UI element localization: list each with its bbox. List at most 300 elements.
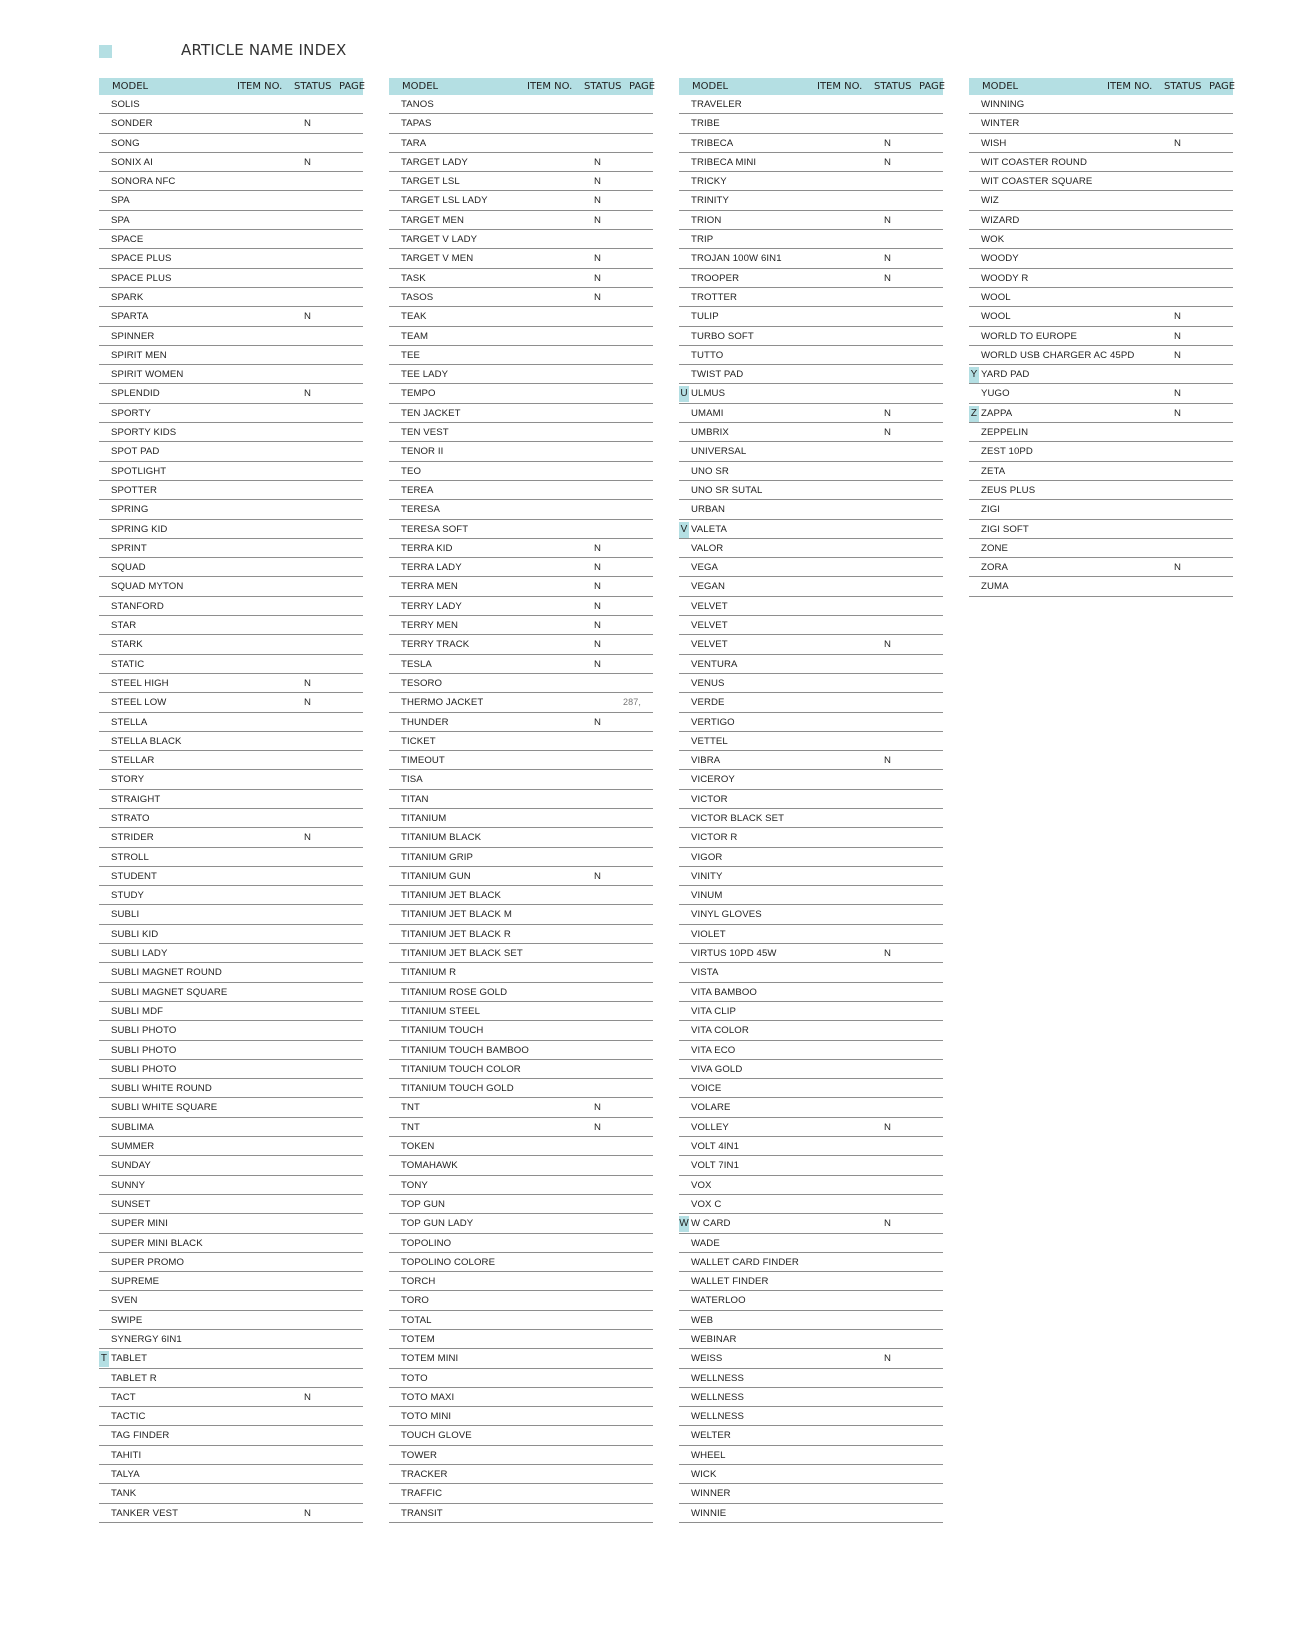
model-name: SUPER MINI BLACK: [111, 1237, 203, 1249]
table-row: [389, 1446, 653, 1465]
table-row: [389, 1349, 653, 1368]
model-name: SPINNER: [111, 330, 155, 342]
model-name: WICK: [691, 1469, 717, 1481]
table-row: [99, 905, 363, 924]
model-name: WINNER: [691, 1488, 731, 1500]
table-row: [99, 462, 363, 481]
table-row: [389, 1176, 653, 1195]
table-row: [99, 1253, 363, 1272]
model-name: SUPER MINI: [111, 1218, 168, 1230]
model-name: TRICKY: [691, 176, 727, 188]
model-name: TOTO MAXI: [401, 1391, 455, 1403]
model-name: TERRY LADY: [401, 600, 462, 612]
table-row: [679, 249, 943, 268]
table-row: [389, 577, 653, 596]
model-name: TITANIUM R: [401, 967, 457, 979]
status-value: N: [884, 639, 892, 651]
table-row: [679, 1098, 943, 1117]
header-page: PAGE: [339, 81, 366, 92]
table-row: [389, 674, 653, 693]
table-row: [679, 1504, 943, 1523]
model-name: YUGO: [981, 388, 1010, 400]
model-name: TORCH: [401, 1276, 436, 1288]
model-name: TITANIUM TOUCH: [401, 1025, 484, 1037]
model-name: WINNIE: [691, 1507, 727, 1519]
table-row: [99, 751, 363, 770]
model-name: TOTEM: [401, 1334, 435, 1345]
model-name: ZEUS PLUS: [981, 484, 1036, 496]
model-name: SPIRIT MEN: [111, 349, 167, 361]
table-row: [99, 848, 363, 867]
model-name: WINTER: [981, 118, 1020, 130]
table-row: [679, 1195, 943, 1214]
header-status: STATUS: [874, 81, 912, 92]
model-name: VIBRA: [691, 755, 721, 767]
model-name: VICEROY: [691, 774, 735, 786]
table-row: [99, 481, 363, 500]
model-name: TRIBECA MINI: [691, 156, 757, 168]
column-header: [679, 78, 946, 95]
model-name: VALETA: [691, 523, 727, 535]
model-name: TRAVELER: [691, 99, 742, 110]
table-row: [389, 1330, 653, 1349]
letter-marker: U: [679, 386, 689, 402]
table-row: [389, 1156, 653, 1175]
header-page: PAGE: [629, 81, 656, 92]
status-value: N: [1174, 330, 1182, 342]
status-value: N: [594, 581, 602, 593]
model-name: SONORA NFC: [111, 176, 176, 188]
table-row: [969, 191, 1233, 210]
table-row: [679, 848, 943, 867]
model-name: UNO SR SUTAL: [691, 484, 763, 496]
model-name: VENUS: [691, 677, 725, 689]
table-row: [99, 809, 363, 828]
status-value: N: [594, 253, 602, 265]
table-row: [679, 1369, 943, 1388]
table-row: [389, 635, 653, 654]
status-value: N: [304, 1391, 312, 1403]
model-name: WALLET CARD FINDER: [691, 1256, 799, 1268]
model-name: WEISS: [691, 1353, 723, 1365]
table-row: [389, 925, 653, 944]
model-name: TITANIUM TOUCH GOLD: [401, 1083, 514, 1095]
table-row: [389, 520, 653, 539]
letter-marker: T: [99, 1351, 109, 1367]
model-name: VIVA GOLD: [691, 1063, 743, 1075]
model-name: TWIST PAD: [691, 369, 744, 381]
model-name: TEE LADY: [401, 369, 449, 381]
model-name: SONDER: [111, 118, 153, 130]
table-row: [679, 983, 943, 1002]
model-name: STANFORD: [111, 600, 164, 612]
table-row: [99, 539, 363, 558]
table-row: [99, 1388, 363, 1407]
model-name: SUBLI: [111, 909, 140, 921]
index-rows: [389, 95, 653, 1523]
table-row: [389, 1369, 653, 1388]
table-row: [389, 1272, 653, 1291]
header-status: STATUS: [1164, 81, 1202, 92]
model-name: TEE: [401, 349, 420, 361]
table-row: [99, 1272, 363, 1291]
model-name: TARGET LADY: [401, 156, 468, 168]
model-name: TOP GUN: [401, 1198, 446, 1210]
table-row: [969, 500, 1233, 519]
table-row: [99, 1079, 363, 1098]
model-name: ULMUS: [691, 388, 726, 400]
table-row: [969, 577, 1233, 596]
table-row: [389, 848, 653, 867]
model-name: VICTOR R: [691, 832, 738, 844]
model-name: VOLT 7IN1: [691, 1160, 740, 1172]
table-row: [99, 346, 363, 365]
model-name: SUNDAY: [111, 1160, 151, 1172]
table-row: [679, 365, 943, 384]
header-model: MODEL: [402, 81, 439, 92]
model-name: SUBLI LADY: [111, 948, 168, 960]
table-row: [679, 481, 943, 500]
table-row: [99, 327, 363, 346]
model-name: TASK: [401, 272, 426, 284]
table-row: [389, 655, 653, 674]
model-name: SPORTY KIDS: [111, 427, 177, 439]
model-name: STAR: [111, 620, 137, 632]
status-value: N: [594, 620, 602, 632]
model-name: WIT COASTER SQUARE: [981, 176, 1093, 188]
table-row: [389, 867, 653, 886]
model-name: SUBLI MAGNET SQUARE: [111, 986, 228, 998]
model-name: TEAK: [401, 311, 427, 323]
model-name: WELLNESS: [691, 1411, 745, 1423]
table-row: [389, 230, 653, 249]
table-row: [679, 423, 943, 442]
model-name: SONG: [111, 137, 140, 149]
table-row: [389, 481, 653, 500]
table-row: [99, 713, 363, 732]
page-value: 287,: [623, 697, 641, 708]
table-row: [969, 384, 1233, 403]
table-row: [99, 616, 363, 635]
model-name: TISA: [401, 774, 423, 786]
model-name: VELVET: [691, 600, 728, 612]
model-name: STRAIGHT: [111, 793, 161, 805]
table-row: [99, 1407, 363, 1426]
model-name: TOUCH GLOVE: [401, 1430, 472, 1442]
table-row: [389, 1504, 653, 1523]
model-name: TOTAL: [401, 1314, 432, 1326]
model-name: SPACE: [111, 234, 144, 246]
table-row: [99, 1041, 363, 1060]
table-row: [969, 211, 1233, 230]
header-page: PAGE: [919, 81, 946, 92]
table-row: [99, 1369, 363, 1388]
status-value: N: [304, 1507, 312, 1519]
model-name: TONY: [401, 1179, 428, 1191]
table-row: [389, 288, 653, 307]
model-name: TEAM: [401, 330, 429, 342]
model-name: SPRING: [111, 504, 149, 516]
table-row: [679, 462, 943, 481]
table-row: [99, 635, 363, 654]
status-value: N: [304, 677, 312, 689]
model-name: URBAN: [691, 504, 726, 516]
header-item-no: ITEM NO.: [817, 81, 863, 92]
table-row: [679, 1234, 943, 1253]
model-name: TROOPER: [691, 272, 740, 284]
table-row: [679, 307, 943, 326]
model-name: TERESA SOFT: [401, 523, 469, 535]
status-value: N: [594, 1121, 602, 1133]
model-name: VOX: [691, 1179, 712, 1191]
table-row: [99, 1214, 363, 1233]
model-name: TAHITI: [111, 1449, 142, 1461]
table-row: [99, 1156, 363, 1175]
letter-marker: V: [679, 522, 689, 538]
table-row: [389, 1118, 653, 1137]
index-rows: [969, 95, 1233, 597]
header-model: MODEL: [692, 81, 729, 92]
model-name: TITANIUM JET BLACK R: [401, 928, 511, 940]
letter-marker: Z: [969, 406, 979, 422]
model-name: ZEPPELIN: [981, 427, 1029, 439]
model-name: STELLAR: [111, 755, 155, 767]
model-name: SUPREME: [111, 1276, 160, 1288]
table-row: [679, 925, 943, 944]
table-row: [389, 462, 653, 481]
table-row: [389, 1041, 653, 1060]
model-name: SUMMER: [111, 1141, 155, 1153]
status-value: N: [884, 1218, 892, 1230]
model-name: TERRA LADY: [401, 562, 462, 574]
model-name: VISTA: [691, 967, 719, 979]
status-value: N: [304, 118, 312, 130]
table-row: [969, 462, 1233, 481]
model-name: TOTEM MINI: [401, 1353, 459, 1365]
status-value: N: [884, 1121, 892, 1133]
header-item-no: ITEM NO.: [237, 81, 283, 92]
table-row: [679, 1079, 943, 1098]
table-row: [99, 1426, 363, 1445]
model-name: STUDENT: [111, 870, 158, 882]
table-row: [679, 751, 943, 770]
status-value: N: [594, 176, 602, 188]
model-name: TEN VEST: [401, 427, 449, 439]
model-name: SPACE PLUS: [111, 272, 172, 284]
model-name: SPOT PAD: [111, 446, 160, 458]
model-name: VOLLEY: [691, 1121, 729, 1133]
status-value: N: [594, 639, 602, 651]
table-row: [389, 95, 653, 114]
table-row: [679, 1176, 943, 1195]
model-name: TRIP: [691, 234, 714, 246]
model-name: W CARD: [691, 1218, 731, 1230]
model-name: VOLARE: [691, 1102, 731, 1114]
model-name: TITANIUM GRIP: [401, 851, 474, 863]
status-value: N: [594, 658, 602, 670]
status-value: N: [304, 832, 312, 844]
table-row: [679, 867, 943, 886]
table-row: [679, 191, 943, 210]
table-row: [679, 713, 943, 732]
status-value: N: [1174, 562, 1182, 574]
model-name: VALOR: [691, 542, 724, 554]
model-name: ZIGI SOFT: [981, 523, 1029, 535]
model-name: SONIX AI: [111, 156, 153, 168]
status-value: N: [594, 272, 602, 284]
model-name: VERDE: [691, 697, 725, 709]
model-name: TARGET V LADY: [401, 234, 478, 246]
status-value: N: [304, 388, 312, 400]
table-row: [679, 635, 943, 654]
status-value: N: [1174, 407, 1182, 419]
status-value: N: [304, 311, 312, 323]
table-row: [389, 1388, 653, 1407]
table-row: [389, 1098, 653, 1117]
model-name: TARGET LSL LADY: [401, 195, 488, 207]
table-row: [389, 211, 653, 230]
model-name: VELVET: [691, 639, 728, 651]
table-row: [679, 269, 943, 288]
accent-square: [99, 45, 112, 58]
table-row: [679, 172, 943, 191]
model-name: TEMPO: [401, 388, 436, 400]
table-row: [679, 384, 943, 403]
model-name: SUBLI PHOTO: [111, 1063, 177, 1075]
status-value: N: [1174, 349, 1182, 361]
model-name: TITANIUM: [401, 812, 447, 824]
status-value: N: [304, 697, 312, 709]
table-row: [389, 327, 653, 346]
index-column-3: [679, 78, 946, 1523]
table-row: [99, 134, 363, 153]
table-row: [389, 713, 653, 732]
table-row: [99, 365, 363, 384]
model-name: TANOS: [401, 99, 434, 110]
model-name: SYNERGY 6IN1: [111, 1334, 182, 1345]
table-row: [679, 1272, 943, 1291]
status-value: N: [884, 427, 892, 439]
table-row: [389, 172, 653, 191]
table-row: [969, 249, 1233, 268]
model-name: WOODY: [981, 253, 1019, 265]
table-row: [679, 732, 943, 751]
table-row: [679, 1060, 943, 1079]
model-name: TENOR II: [401, 446, 444, 458]
table-row: [99, 191, 363, 210]
status-value: N: [884, 272, 892, 284]
model-name: VERTIGO: [691, 716, 735, 728]
table-row: [389, 1253, 653, 1272]
header-item-no: ITEM NO.: [527, 81, 573, 92]
model-name: TNT: [401, 1102, 420, 1114]
table-row: [679, 770, 943, 789]
header-status: STATUS: [584, 81, 622, 92]
model-name: STORY: [111, 774, 145, 786]
model-name: VITA ECO: [691, 1044, 736, 1056]
model-name: TOWER: [401, 1449, 438, 1461]
column-header: [99, 78, 366, 95]
table-row: [389, 983, 653, 1002]
table-row: [679, 114, 943, 133]
table-row: [389, 1060, 653, 1079]
model-name: STELLA: [111, 716, 148, 728]
table-row: [99, 867, 363, 886]
model-name: TORO: [401, 1295, 429, 1307]
table-row: [99, 944, 363, 963]
status-value: N: [594, 716, 602, 728]
table-row: [679, 404, 943, 423]
model-name: TOPOLINO: [401, 1237, 452, 1249]
model-name: ZETA: [981, 465, 1006, 477]
model-name: SPARK: [111, 291, 144, 303]
model-name: VINYL GLOVES: [691, 909, 762, 921]
model-name: STRATO: [111, 812, 150, 824]
table-row: [969, 288, 1233, 307]
table-row: [679, 597, 943, 616]
model-name: WELLNESS: [691, 1391, 745, 1403]
table-row: [389, 384, 653, 403]
model-name: VINITY: [691, 870, 723, 882]
model-name: SUBLI WHITE ROUND: [111, 1083, 212, 1095]
table-row: [389, 693, 653, 712]
table-row: [389, 307, 653, 326]
table-row: [389, 790, 653, 809]
model-name: TICKET: [401, 735, 436, 747]
model-name: SPLENDID: [111, 388, 160, 400]
table-row: [679, 1214, 943, 1233]
model-name: TOTO: [401, 1372, 428, 1384]
table-row: [99, 1291, 363, 1310]
model-name: TRINITY: [691, 195, 730, 207]
model-name: VOX C: [691, 1198, 722, 1210]
table-row: [99, 925, 363, 944]
table-row: [679, 1156, 943, 1175]
table-row: [679, 905, 943, 924]
model-name: TARGET LSL: [401, 176, 460, 188]
model-name: WIT COASTER ROUND: [981, 156, 1087, 168]
table-row: [99, 1234, 363, 1253]
table-row: [389, 828, 653, 847]
table-row: [969, 327, 1233, 346]
table-row: [389, 751, 653, 770]
table-row: [679, 1118, 943, 1137]
model-name: ZAPPA: [981, 407, 1013, 419]
status-value: N: [884, 214, 892, 226]
model-name: SUBLI KID: [111, 928, 159, 940]
page-title: ARTICLE NAME INDEX: [181, 41, 347, 59]
model-name: TOP GUN LADY: [401, 1218, 474, 1230]
model-name: SUBLI MAGNET ROUND: [111, 967, 222, 979]
model-name: WALLET FINDER: [691, 1276, 769, 1288]
table-row: [679, 134, 943, 153]
model-name: SPARTA: [111, 311, 149, 323]
model-name: ZUMA: [981, 581, 1009, 593]
table-row: [679, 288, 943, 307]
table-row: [679, 1041, 943, 1060]
model-name: VITA COLOR: [691, 1025, 749, 1037]
table-row: [99, 288, 363, 307]
table-row: [99, 558, 363, 577]
model-name: SUBLI PHOTO: [111, 1025, 177, 1037]
table-row: [99, 1176, 363, 1195]
table-row: [679, 95, 943, 114]
table-row: [679, 1002, 943, 1021]
model-name: TITANIUM JET BLACK: [401, 890, 502, 902]
table-row: [99, 674, 363, 693]
table-row: [679, 230, 943, 249]
table-row: [679, 1330, 943, 1349]
